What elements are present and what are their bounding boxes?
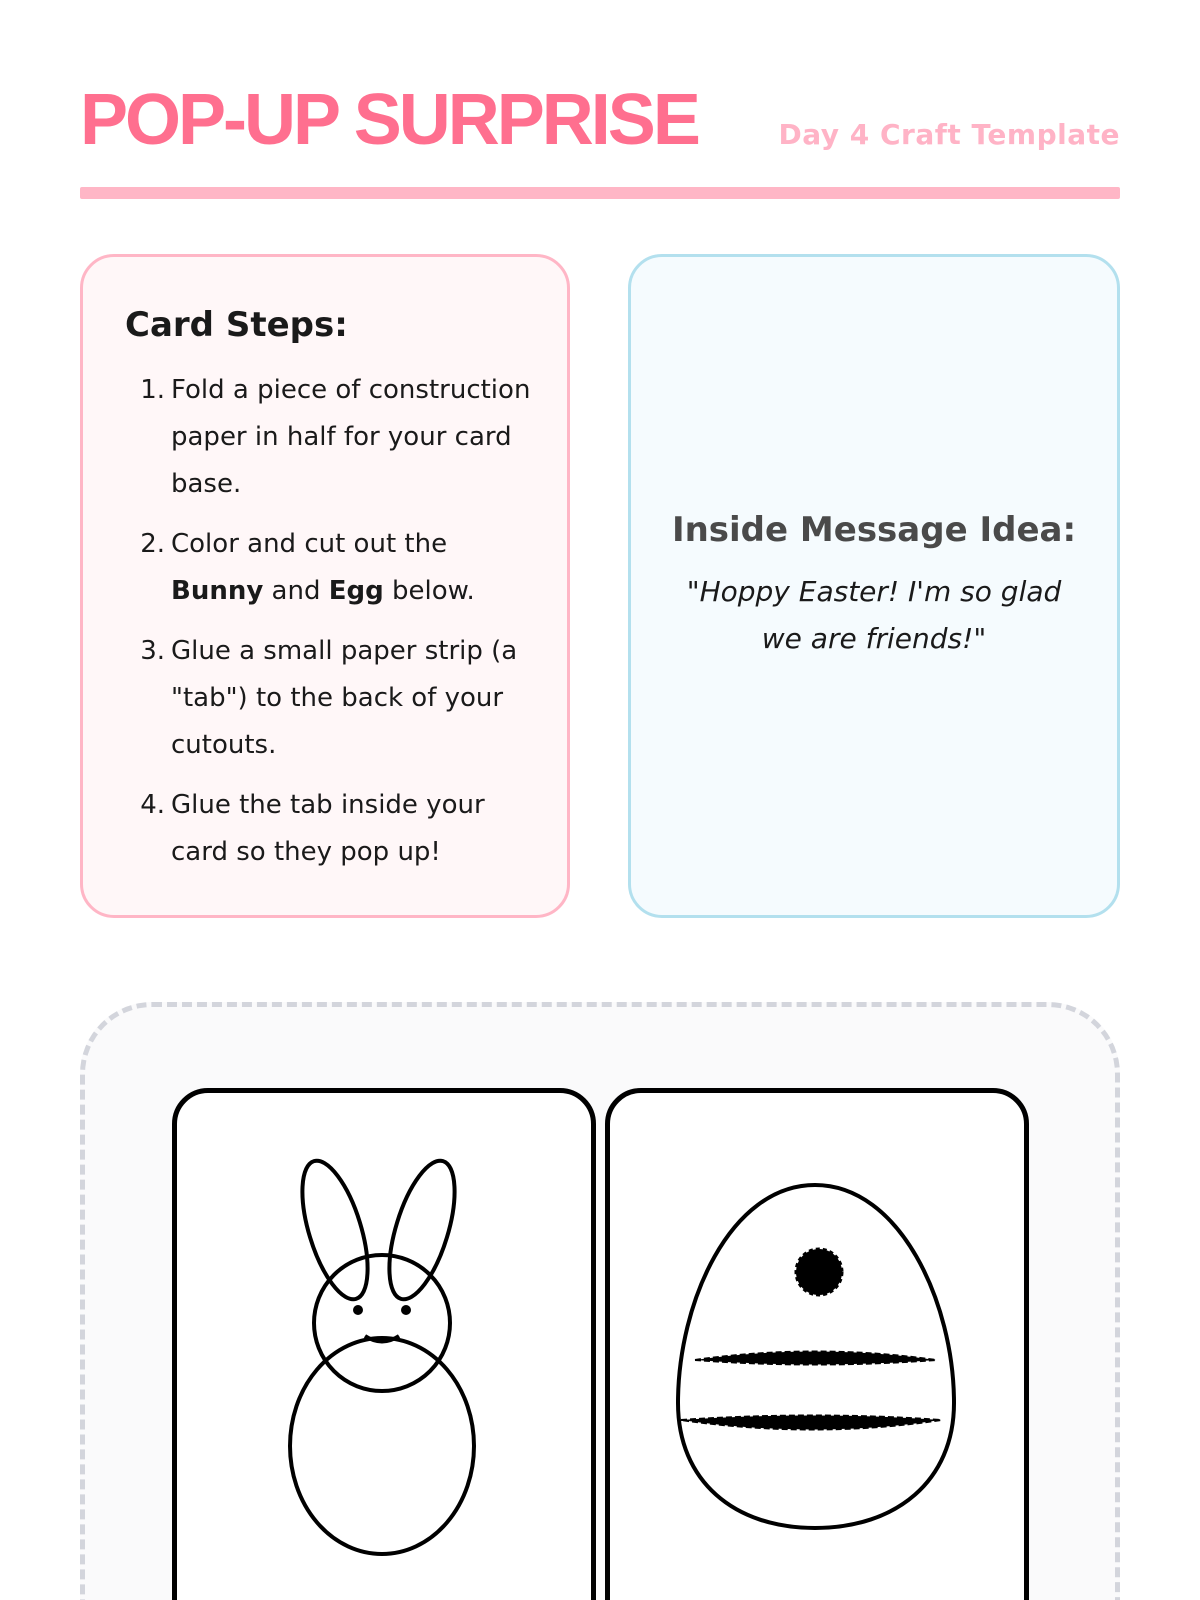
- bunny-cutout: [172, 1088, 596, 1600]
- step-number: 1.: [140, 375, 165, 405]
- steps-heading: Card Steps:: [125, 305, 348, 345]
- step-text-part: and: [263, 576, 329, 606]
- page-title: POP-UP SURPRISE: [80, 80, 698, 160]
- step-text-bold: Bunny: [171, 576, 264, 606]
- craft-template-page: [80, 0, 1120, 1600]
- step-text-part: below.: [383, 576, 475, 606]
- message-heading: Inside Message Idea:: [671, 510, 1077, 550]
- card-steps-panel: [80, 254, 570, 918]
- step-item: [125, 782, 537, 876]
- step-text: [171, 521, 537, 615]
- striped-egg-outline-icon: [610, 1093, 1024, 1600]
- inside-message-panel: [628, 254, 1120, 918]
- page-header: [80, 80, 1120, 160]
- step-text-bold: Egg: [328, 576, 384, 606]
- step-number: 2.: [140, 529, 165, 559]
- egg-cutout: [605, 1088, 1029, 1600]
- step-text-part: Glue the tab inside your card so they pop up!: [171, 790, 485, 867]
- steps-list: [125, 367, 537, 876]
- step-number: 3.: [140, 636, 165, 666]
- step-text: [171, 367, 537, 508]
- step-text-part: Glue a small paper strip (a "tab") to the back of your cutouts.: [171, 636, 518, 760]
- step-text: [171, 628, 537, 769]
- step-text-part: Fold a piece of construction paper in half for your card base.: [171, 375, 531, 499]
- bunny-outline-icon: [177, 1093, 591, 1600]
- page-subtitle: Day 4 Craft Template: [778, 118, 1120, 151]
- step-text-part: Color and cut out the: [171, 529, 448, 559]
- step-item: [125, 628, 537, 769]
- step-text: [171, 782, 537, 876]
- message-text: "Hoppy Easter! I'm so glad we are friends!": [686, 575, 1062, 655]
- step-number: 4.: [140, 790, 165, 820]
- step-item: [125, 521, 537, 615]
- header-divider: [80, 187, 1120, 199]
- step-item: [125, 367, 537, 508]
